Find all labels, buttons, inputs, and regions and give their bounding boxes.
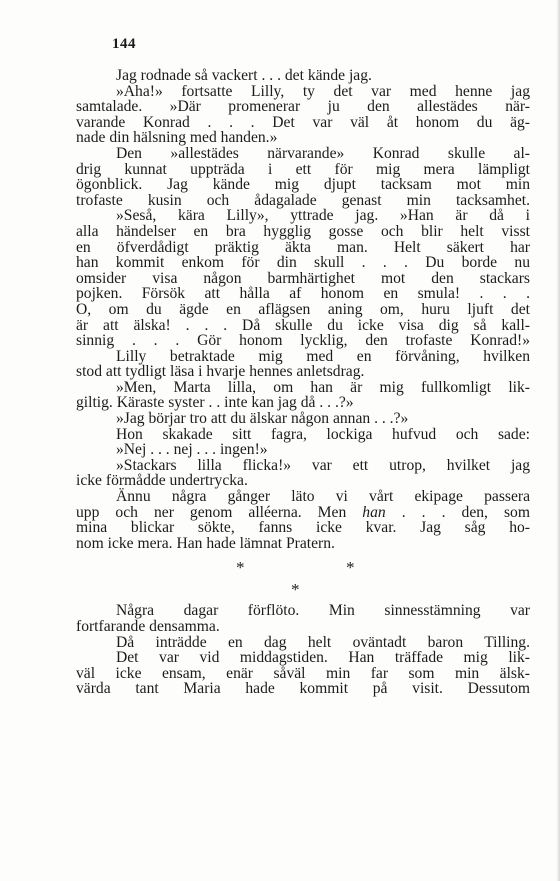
asterisk: *	[236, 558, 245, 578]
text-line: sinnig . . . Gör honom lycklig, den trofaste Konrad!»	[76, 332, 530, 350]
text-line: »Jag börjar tro att du älskar någon annan . . .?»	[116, 410, 409, 428]
text-line: »Seså, kära Lilly», yttrade jag. »Han är då i	[116, 207, 530, 225]
text-line: »Stackars lilla flicka!» var ett utrop, hvilket jag	[116, 456, 530, 474]
text-section-after-break	[76, 603, 530, 697]
section-break	[76, 551, 530, 603]
text-line: Hon skakade sitt fagra, lockiga hufvud och sade:	[116, 425, 530, 443]
text-line: »Men, Marta lilla, om han är mig fullkomligt lik-	[116, 378, 530, 396]
text-line: samtalade. »Där promenerar ju den allestädes när-	[76, 98, 530, 116]
text-line: omsider visa någon barmhärtighet mot den stackars	[76, 269, 530, 287]
text-line: fortfarande densamma.	[76, 618, 220, 635]
text-line: drig kunnat uppträda i ett för mig mera lämpligt	[76, 160, 530, 178]
text-line: O, om du ägde en aflägsen aning om, huru ljuft det	[76, 300, 530, 318]
text-line: Det var vid middagstiden. Han träffade mig lik-	[116, 649, 530, 667]
text-line: stod att tydligt läsa i hvarje hennes anletsdrag.	[76, 363, 365, 381]
page-edge-shadow	[556, 0, 560, 881]
text-line: giltig. Käraste syster . . inte kan jag då . . .?»	[76, 394, 354, 412]
text-line: trofaste kusin och ådagalade genast min tacksamhet.	[76, 191, 530, 209]
body-text	[76, 68, 530, 697]
asterisk: *	[346, 558, 355, 578]
text-line: alla händelser en bra hygglig gosse och blir helt visst	[76, 222, 530, 240]
text-line: »Nej . . . nej . . . ingen!»	[116, 441, 268, 459]
text-line: icke förmådde undertrycka.	[76, 472, 248, 490]
text-line: Lilly betraktade mig med en förvåning, hvilken	[116, 347, 530, 365]
text-line: väl icke ensam, enär såväl min far som min älsk-	[76, 664, 530, 682]
text-line: ögonblick. Jag kände mig djupt tacksam mot min	[76, 176, 530, 194]
page-number: 144	[112, 36, 136, 52]
text-line: Den »allestädes närvarande» Konrad skulle al-	[116, 144, 530, 162]
text-line: Några dagar förflöto. Min sinnesstämning var	[116, 602, 530, 620]
text-line: Ännu några gånger läto vi vårt ekipage passera	[116, 488, 530, 506]
text-section-before-break	[76, 68, 530, 551]
text-line: nom icke mera. Han hade lämnat Pratern.	[76, 534, 335, 552]
text-line: varande Konrad . . . Det var väl åt honom du äg-	[76, 113, 530, 131]
text-line: han kommit enkom för din skull . . . Du borde nu	[76, 254, 530, 272]
text-line: »Aha!» fortsatte Lilly, ty det var med henne jag	[116, 82, 530, 100]
text-line: pojken. Försök att hålla af honom en smula! . . .	[76, 285, 530, 303]
text-line: värda tant Maria hade kommit på visit. Dessutom	[76, 680, 530, 698]
text-line: en öfverdådigt präktig äkta man. Helt säkert har	[76, 238, 530, 256]
text-line: mina blickar sökte, fanns icke kvar. Jag såg ho-	[76, 519, 530, 537]
text-line: nade din hälsning med handen.»	[76, 129, 278, 147]
emphasized-word: han	[362, 503, 386, 521]
asterisk: *	[291, 580, 300, 600]
text-line: Då inträdde en dag helt oväntadt baron Tilling.	[116, 633, 530, 651]
text-line: upp och ner genom alléerna. Men han . . . den, som	[76, 503, 530, 521]
text-line: är att älska! . . . Då skulle du icke visa dig så kall-	[76, 316, 530, 334]
text-line: Jag rodnade så vackert . . . det kände jag.	[116, 67, 372, 84]
